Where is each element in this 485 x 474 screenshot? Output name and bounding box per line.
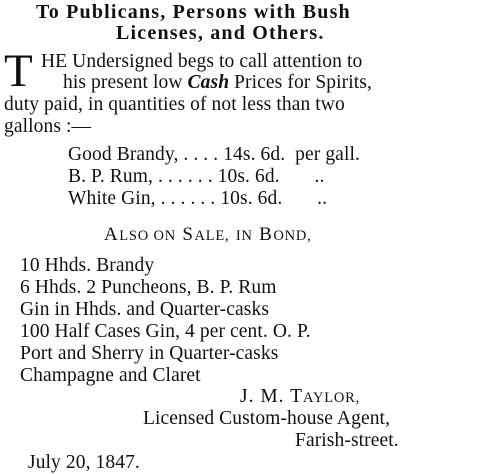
bond-item-rum: 6 Hhds. 2 Puncheons, B. P. Rum (20, 277, 277, 298)
intro-line-2-start: his present low (63, 72, 188, 93)
bond-item-cases: 100 Half Cases Gin, 4 per cent. O. P. (20, 321, 311, 342)
bond-item-champagne: Champagne and Claret (20, 365, 201, 386)
price-gin: White Gin, . . . . . . 10s. 6d. .. (68, 188, 328, 209)
intro-line-2 (63, 72, 372, 94)
bond-heading: ALSO ON SALE, IN BOND, (104, 224, 312, 245)
advertisement-date: July 20, 1847. (28, 452, 140, 473)
intro-line-4: gallons :— (4, 116, 92, 137)
drop-cap: T (4, 45, 33, 97)
bond-item-brandy: 10 Hhds. Brandy (20, 255, 155, 276)
price-brandy: Good Brandy, . . . . 14s. 6d. per gall. (68, 144, 360, 165)
signature-name: J. M. TAYLOR, (240, 386, 361, 407)
signature-title: Licensed Custom-house Agent, (143, 408, 391, 429)
cash-word: Cash (187, 72, 230, 93)
bond-item-gin: Gin in Hhds. and Quarter-casks (20, 299, 270, 320)
intro-line-2-end: Prices for Spirits, (229, 72, 372, 93)
intro-line-1: HE Undersigned begs to call attention to (41, 51, 363, 72)
heading-line-2: Licenses, and Others. (116, 22, 325, 44)
price-rum: B. P. Rum, . . . . . . 10s. 6d. .. (68, 166, 325, 187)
intro-line-3: duty paid, in quantities of not less than two (4, 94, 345, 115)
heading-line-1: To Publicans, Persons with Bush (36, 1, 351, 23)
bond-item-port: Port and Sherry in Quarter-casks (20, 343, 279, 364)
signature-address: Farish-street. (295, 430, 399, 451)
